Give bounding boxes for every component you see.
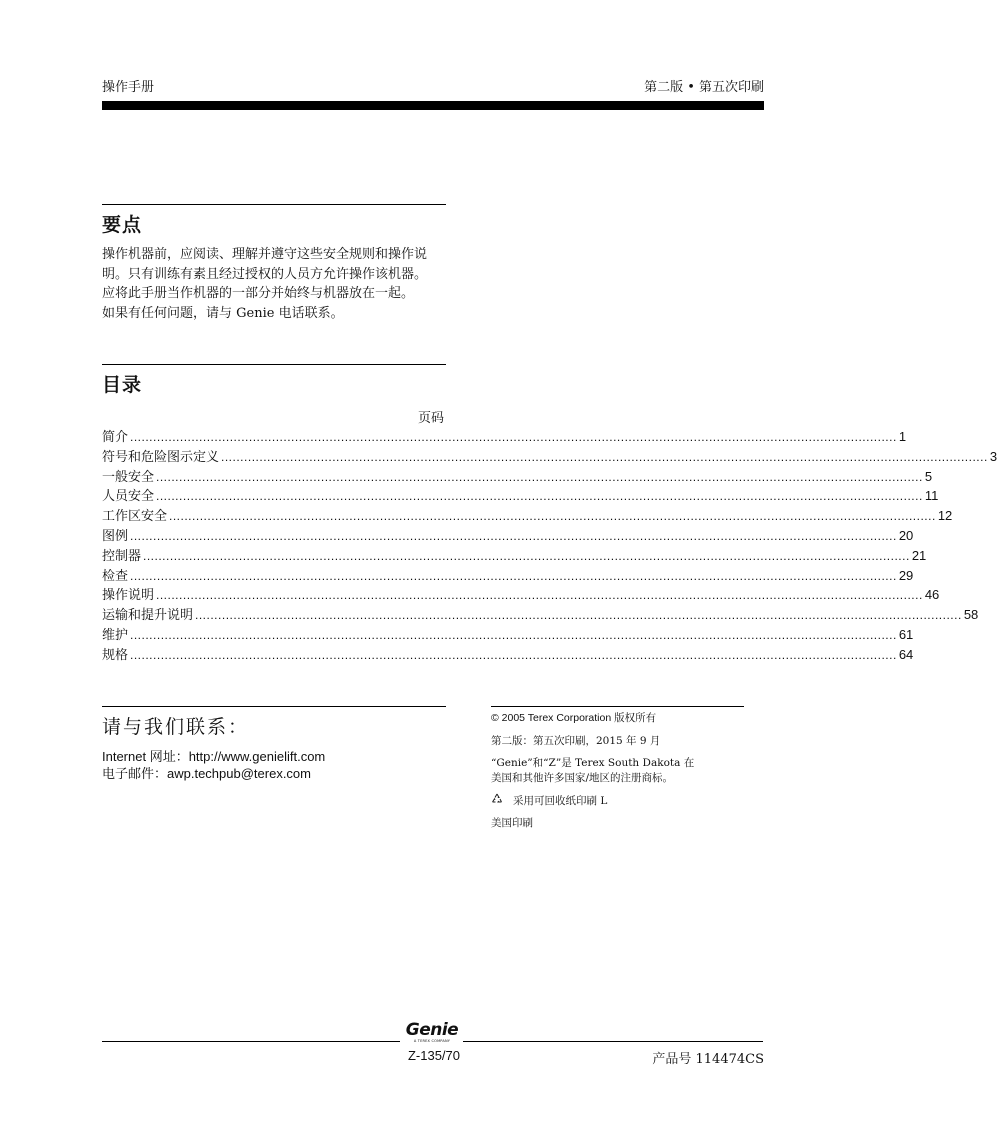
toc-entry-label: 操作说明 (102, 588, 155, 604)
toc-leader-dots: ........................................................................................................................................................................................................ (130, 647, 897, 662)
toc-leader-dots: ........................................................................................................................................................................................................ (130, 528, 897, 543)
toc-leader-dots: ........................................................................................................................................................................................................ (195, 608, 962, 623)
important-title: 要点 (102, 214, 143, 236)
toc-leader-dots: ........................................................................................................................................................................................................ (130, 627, 897, 642)
copyright-top-rule (491, 706, 744, 707)
toc-entry[interactable] (102, 565, 914, 585)
footer-model: Z-135/70 (407, 1048, 461, 1063)
toc-entry-page: 11 (924, 488, 939, 504)
toc-entry-label: 一般安全 (102, 469, 155, 485)
toc-entry-page: 21 (911, 547, 927, 563)
toc-entry-label: 人员安全 (102, 489, 155, 505)
recycle-icon (491, 793, 505, 809)
toc-entry[interactable] (102, 505, 953, 525)
toc-entry[interactable] (102, 624, 914, 644)
toc-top-rule (102, 364, 446, 365)
contact-top-rule (102, 706, 446, 707)
toc-page-header: 页码 (417, 411, 444, 426)
toc-entry-label: 控制器 (102, 548, 142, 564)
copyright-line: © 2005 Terex Corporation 版权所有 (491, 712, 657, 724)
toc-entry-page: 20 (898, 527, 914, 543)
internet-link[interactable]: Internet 网址：http://www.genielift.com (102, 749, 326, 764)
important-line: 应将此手册当作机器的一部分并始终与机器放在一起。 (102, 286, 415, 301)
toc-entry[interactable] (102, 485, 939, 505)
toc-title: 目录 (102, 374, 143, 396)
toc-entry[interactable] (102, 584, 940, 604)
header-manual-title: 操作手册 (102, 80, 155, 95)
toc-leader-dots: ........................................................................................................................................................................................................ (156, 469, 923, 484)
toc-leader-dots: ........................................................................................................................................................................................................ (221, 449, 988, 464)
footer-rule-right (463, 1041, 763, 1042)
toc-entry-label: 图例 (102, 528, 129, 544)
genie-logo-text: Genie (405, 1020, 459, 1040)
header-bar (102, 101, 764, 110)
toc-leader-dots: ........................................................................................................................................................................................................ (156, 489, 923, 504)
toc-list (102, 426, 997, 664)
toc-entry[interactable] (102, 446, 997, 466)
trademark-line-2: 美国和其他许多国家/地区的注册商标。 (491, 772, 674, 784)
printed-in: 美国印刷 (491, 817, 533, 829)
toc-leader-dots: ........................................................................................................................................................................................................ (143, 548, 910, 563)
email-link[interactable]: 电子邮件：awp.techpub@terex.com (102, 766, 311, 781)
important-line: 如果有任何问题，请与 Genie 电话联系。 (102, 305, 344, 321)
toc-entry[interactable] (102, 525, 914, 545)
contact-title: 请与我们联系： (102, 716, 250, 738)
toc-entry[interactable] (102, 644, 914, 664)
trademark-line-1: “Genie”和“Z”是 Terex South Dakota 在 (491, 757, 695, 769)
toc-leader-dots: ........................................................................................................................................................................................................ (130, 430, 897, 444)
important-line: 明。只有训练有素且经过授权的人员方允许操作该机器。 (102, 266, 428, 282)
toc-entry-page: 64 (898, 646, 914, 662)
recycled-note (491, 793, 607, 809)
toc-leader-dots: ........................................................................................................................................................................................................ (130, 568, 897, 583)
footer-part-number: 产品号 114474CS (652, 1052, 764, 1067)
toc-entry-label: 检查 (102, 568, 129, 584)
toc-entry-page: 5 (924, 468, 933, 484)
genie-logo-subtext: A TEREX COMPANY (413, 1039, 451, 1043)
toc-entry-page: 1 (898, 429, 907, 444)
toc-entry-page: 29 (898, 567, 914, 583)
toc-entry[interactable] (102, 466, 933, 486)
recycled-text: 采用可回收纸印刷 L (513, 794, 608, 807)
toc-leader-dots: ........................................................................................................................................................................................................ (156, 588, 923, 603)
toc-entry-label: 工作区安全 (102, 509, 168, 525)
important-body (102, 245, 448, 323)
important-line: 操作机器前，应阅读、理解并遵守这些安全规则和操作说 (102, 247, 428, 262)
edition-date: 第二版：第五次印刷，2015 年 9 月 (491, 735, 661, 747)
toc-entry-label: 规格 (102, 647, 129, 663)
toc-entry[interactable] (102, 426, 907, 446)
header-edition: 第二版 • 第五次印刷 (644, 80, 764, 95)
genie-logo (404, 1022, 460, 1043)
trademark-line (491, 756, 694, 786)
toc-entry-label: 维护 (102, 627, 129, 643)
toc-entry-page: 3 (989, 448, 997, 464)
important-top-rule (102, 204, 446, 205)
toc-entry-label: 符号和危险图示定义 (102, 449, 220, 465)
toc-entry[interactable] (102, 604, 979, 624)
toc-entry-label: 运输和提升说明 (102, 608, 194, 624)
toc-entry-page: 12 (937, 508, 953, 524)
contact-info (102, 748, 325, 782)
footer-rule-left (102, 1041, 400, 1042)
toc-entry-page: 46 (924, 587, 940, 603)
toc-entry-page: 61 (898, 626, 914, 642)
toc-entry-label: 简介 (102, 430, 129, 445)
toc-leader-dots: ........................................................................................................................................................................................................ (169, 509, 936, 524)
toc-entry[interactable] (102, 545, 927, 565)
toc-entry-page: 58 (963, 607, 979, 623)
